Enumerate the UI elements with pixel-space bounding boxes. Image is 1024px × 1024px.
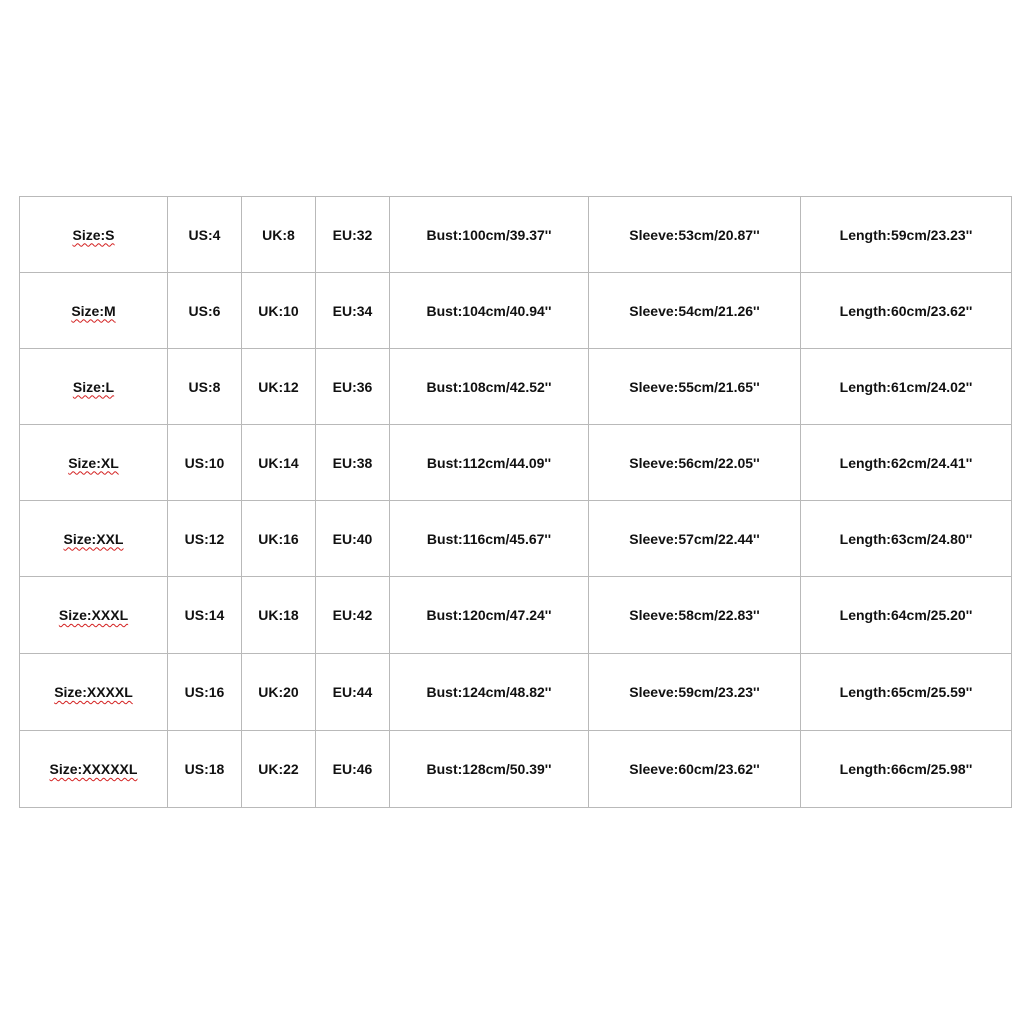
eu-size-cell: EU:34 xyxy=(316,273,390,349)
eu-size-cell: EU:32 xyxy=(316,197,390,273)
length-cell: Length:59cm/23.23'' xyxy=(801,197,1012,273)
us-size-cell: US:14 xyxy=(168,577,242,654)
uk-size-cell: UK:12 xyxy=(242,349,316,425)
size-cell: Size:XXL xyxy=(20,501,168,577)
bust-cell: Bust:116cm/45.67'' xyxy=(390,501,589,577)
length-cell: Length:64cm/25.20'' xyxy=(801,577,1012,654)
bust-cell: Bust:104cm/40.94'' xyxy=(390,273,589,349)
uk-size-cell: UK:18 xyxy=(242,577,316,654)
table-row xyxy=(20,654,1012,731)
uk-size-cell: UK:16 xyxy=(242,501,316,577)
table-row xyxy=(20,731,1012,808)
eu-size-cell: EU:36 xyxy=(316,349,390,425)
length-cell: Length:60cm/23.62'' xyxy=(801,273,1012,349)
us-size-cell: US:10 xyxy=(168,425,242,501)
eu-size-cell: EU:38 xyxy=(316,425,390,501)
uk-size-cell: UK:14 xyxy=(242,425,316,501)
size-cell: Size:XXXXXL xyxy=(20,731,168,808)
us-size-cell: US:6 xyxy=(168,273,242,349)
table-row xyxy=(20,577,1012,654)
size-cell: Size:XXXL xyxy=(20,577,168,654)
sleeve-cell: Sleeve:55cm/21.65'' xyxy=(589,349,801,425)
sleeve-cell: Sleeve:53cm/20.87'' xyxy=(589,197,801,273)
sleeve-cell: Sleeve:59cm/23.23'' xyxy=(589,654,801,731)
length-cell: Length:61cm/24.02'' xyxy=(801,349,1012,425)
eu-size-cell: EU:44 xyxy=(316,654,390,731)
us-size-cell: US:12 xyxy=(168,501,242,577)
bust-cell: Bust:128cm/50.39'' xyxy=(390,731,589,808)
uk-size-cell: UK:22 xyxy=(242,731,316,808)
size-chart-table xyxy=(19,196,1012,808)
size-cell: Size:XL xyxy=(20,425,168,501)
sleeve-cell: Sleeve:56cm/22.05'' xyxy=(589,425,801,501)
uk-size-cell: UK:8 xyxy=(242,197,316,273)
uk-size-cell: UK:20 xyxy=(242,654,316,731)
bust-cell: Bust:108cm/42.52'' xyxy=(390,349,589,425)
bust-cell: Bust:112cm/44.09'' xyxy=(390,425,589,501)
eu-size-cell: EU:46 xyxy=(316,731,390,808)
table-row xyxy=(20,501,1012,577)
size-cell: Size:S xyxy=(20,197,168,273)
eu-size-cell: EU:42 xyxy=(316,577,390,654)
table-row xyxy=(20,273,1012,349)
sleeve-cell: Sleeve:57cm/22.44'' xyxy=(589,501,801,577)
uk-size-cell: UK:10 xyxy=(242,273,316,349)
table-row xyxy=(20,197,1012,273)
sleeve-cell: Sleeve:60cm/23.62'' xyxy=(589,731,801,808)
sleeve-cell: Sleeve:54cm/21.26'' xyxy=(589,273,801,349)
length-cell: Length:65cm/25.59'' xyxy=(801,654,1012,731)
size-cell: Size:XXXXL xyxy=(20,654,168,731)
table-row xyxy=(20,349,1012,425)
length-cell: Length:63cm/24.80'' xyxy=(801,501,1012,577)
us-size-cell: US:8 xyxy=(168,349,242,425)
bust-cell: Bust:100cm/39.37'' xyxy=(390,197,589,273)
sleeve-cell: Sleeve:58cm/22.83'' xyxy=(589,577,801,654)
size-cell: Size:M xyxy=(20,273,168,349)
eu-size-cell: EU:40 xyxy=(316,501,390,577)
bust-cell: Bust:124cm/48.82'' xyxy=(390,654,589,731)
us-size-cell: US:16 xyxy=(168,654,242,731)
table-row xyxy=(20,425,1012,501)
length-cell: Length:66cm/25.98'' xyxy=(801,731,1012,808)
us-size-cell: US:18 xyxy=(168,731,242,808)
length-cell: Length:62cm/24.41'' xyxy=(801,425,1012,501)
us-size-cell: US:4 xyxy=(168,197,242,273)
bust-cell: Bust:120cm/47.24'' xyxy=(390,577,589,654)
size-cell: Size:L xyxy=(20,349,168,425)
